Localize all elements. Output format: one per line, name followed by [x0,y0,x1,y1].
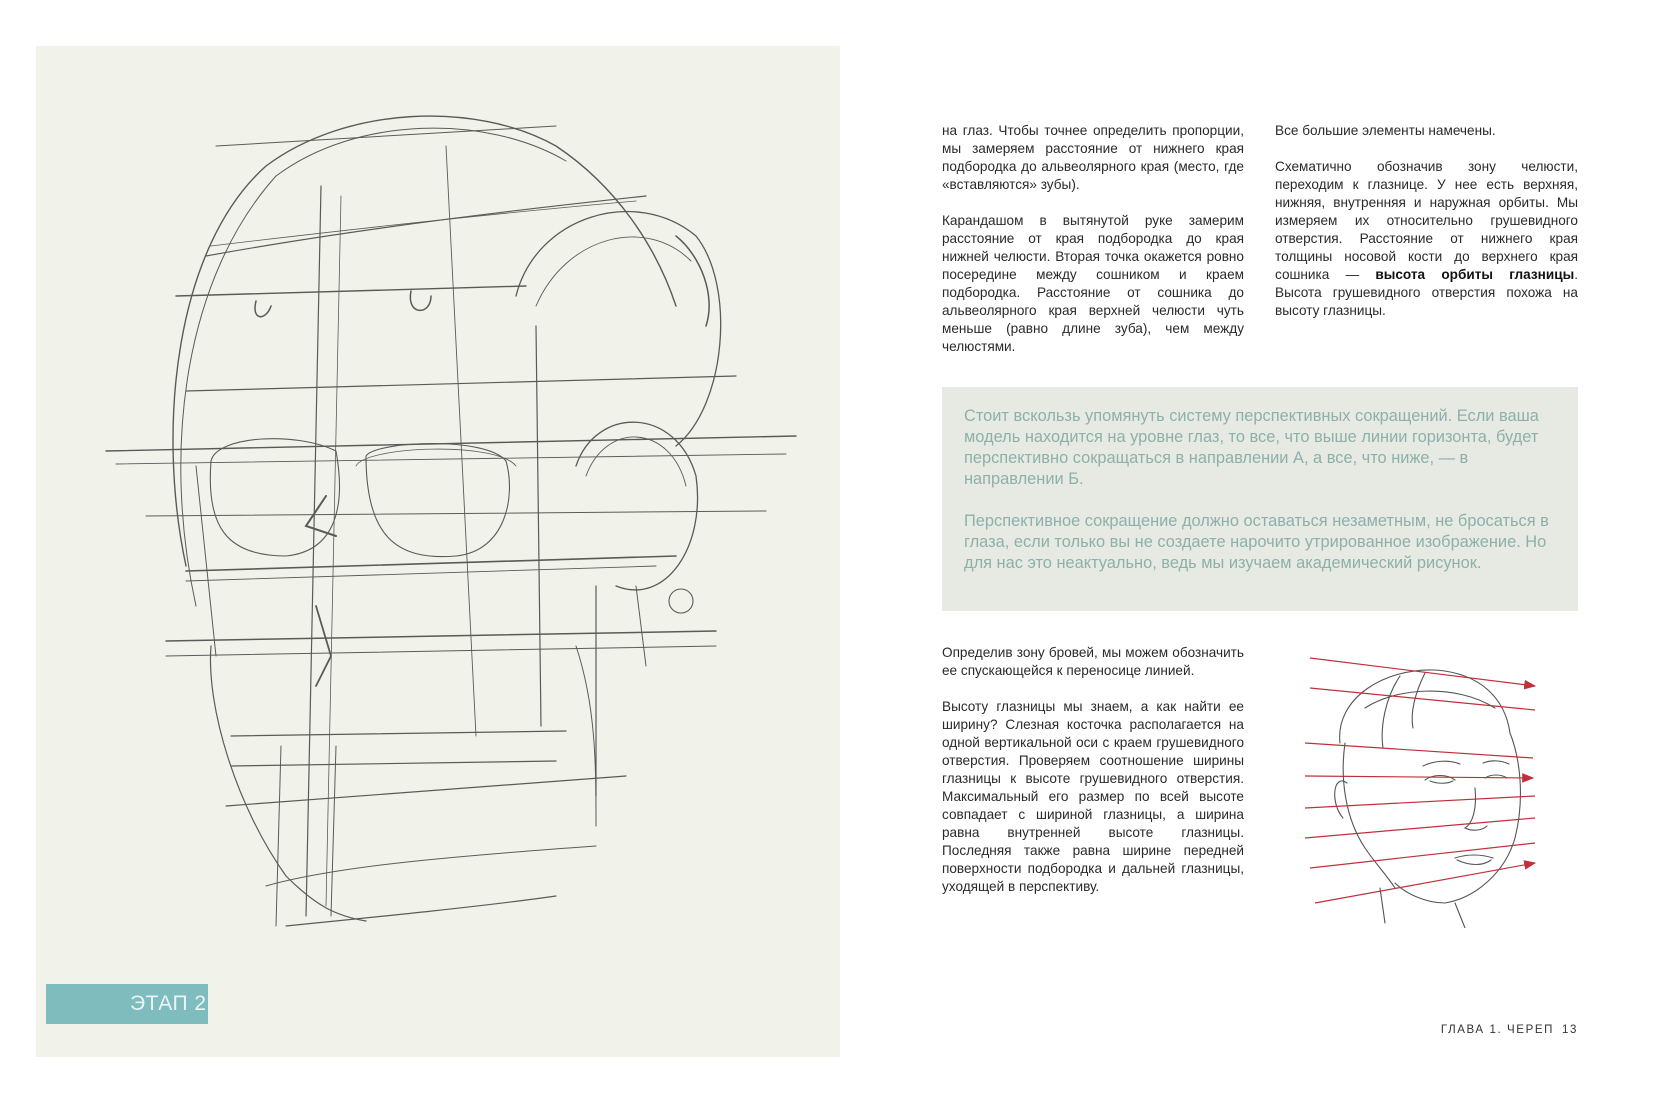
paragraph: Высоту глазницы мы знаем, а как найти ее ширину? Слезная косточка располагается на одной вертикальной оси с краем грушевидного отверстия. Проверяем соотношение ширины глазницы к высоте грушевидного отверстия. Максимальный его размер по всей высоте совпадает с шириной глазницы, а ширина равна внутренней высоте глазницы. Последняя также равна ширине передней поверхности подбородка и дальней глазницы, уходящей в перспективу. [942,699,1244,894]
stage-label: ЭТАП 2 [46,984,208,1024]
bold-term: высота орбиты глазницы [1375,267,1575,282]
note-paragraph: Перспективное сокращение должно оставаться незаметным, не бросаться в глаза, если только вы не создаете нарочито утрированное изображение. Но для нас это неактуально, ведь мы изучаем академический рисунок. [964,512,1549,572]
perspective-head-illustration [1305,648,1575,928]
note-box [942,387,1578,611]
skull-sketch-illustration [36,46,840,1057]
chapter-title: ГЛАВА 1. ЧЕРЕП [1440,1024,1554,1036]
paragraph-text: . Высота грушевидного отверстия похожа на высоту глазницы. [1275,267,1578,318]
text-column-2 [1275,122,1578,338]
paragraph: Карандашом в вытянутой руке замерим расстояние от края подбородка до края нижней челюсти. Вторая точка окажется ровно посередине между сошником и краем подбородка. Расстояние от сошника до альвеолярного края верхней челюсти чуть меньше (равно длине зуба), чем между челюстями. [942,213,1244,354]
note-paragraph: Стоит вскользь упомянуть систему перспективных сокращений. Если ваша модель находится на уровне глаз, то все, что выше линии горизонта, будет перспективно сокращаться в направлении А, а все, что ниже, — в направлении Б. [964,407,1539,488]
paragraph: Все большие элементы намечены. [1275,123,1496,138]
page-footer [1360,1024,1578,1036]
paragraph: на глаз. Чтобы точнее определить пропорции, мы замеряем расстояние от нижнего края подбородка до альвеолярного края (место, где «вставляются» зубы). [942,123,1244,192]
text-column-3 [942,644,1244,914]
page-number: 13 [1562,1024,1578,1036]
text-column-1 [942,122,1244,374]
paragraph: Определив зону бровей, мы можем обозначить ее спускающейся к переносице линией. [942,645,1244,678]
paragraph-text: Схематично обозначив зону челюсти, переходим к глазнице. У нее есть верхняя, нижняя, внутренняя и наружная орбиты. Мы измеряем их относительно грушевидного отверстия. Расстояние от нижнего края толщины носовой кости до верхнего края сошника — [1275,159,1578,282]
sketch-panel [36,46,840,1057]
paragraph [1275,158,1578,320]
